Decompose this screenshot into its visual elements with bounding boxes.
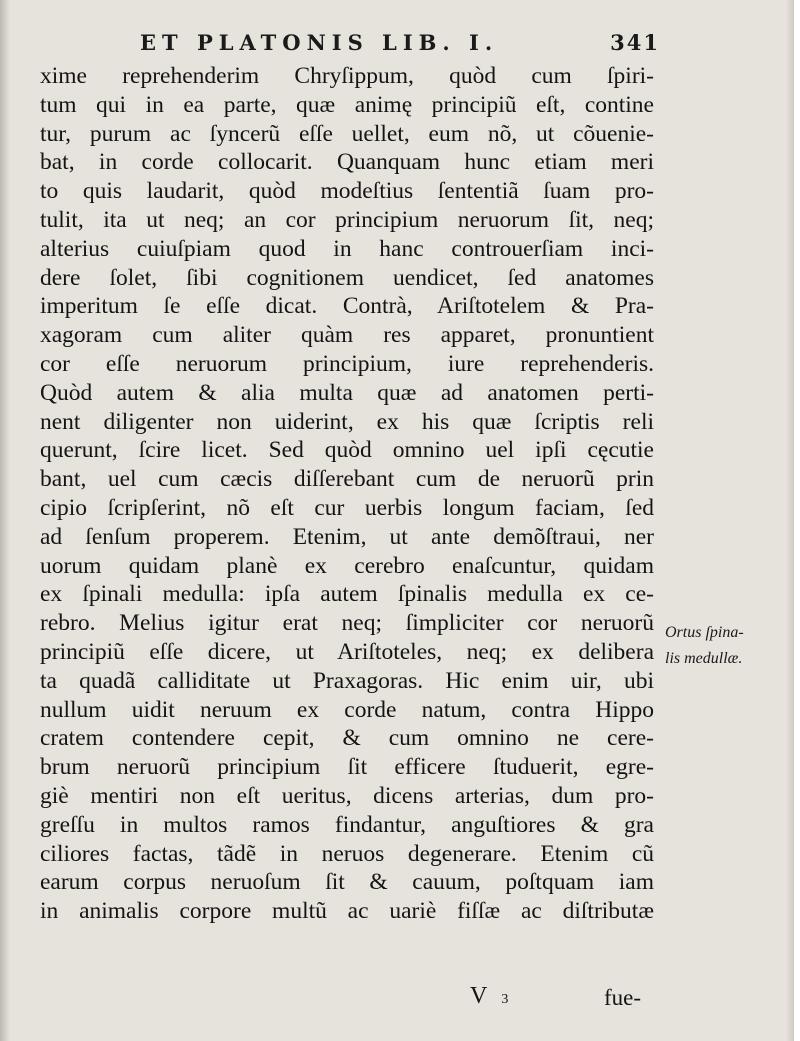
text-line: ex ſpinali medulla: ipſa autem ſpinalis medulla ex ce- (40, 581, 654, 608)
marginal-note (665, 620, 790, 672)
page-edge-shadow (786, 0, 794, 1041)
text-line: brum neruorũ principium ſit efficere ſtuduerit, egre- (40, 754, 654, 781)
text-line: to quis laudarit, quòd modeſtius ſententiã ſuam pro- (40, 178, 654, 205)
text-line: ciliores factas, tãdẽ in neruos degenerare. Etenim cũ (40, 840, 654, 867)
text-line: alterius cuiuſpiam quod in hanc controuerſiam inci- (40, 235, 654, 262)
text-line: earum corpus neruoſum ſit & cauum, poſtquam iam (40, 869, 654, 896)
text-line: greſſu in multos ramos findantur, anguſtiores & gra (40, 811, 654, 838)
text-line: tur, purum ac ſyncerũ eſſe uellet, eum nõ, ut cõuenie- (40, 120, 654, 147)
marginal-note-line: lis medullæ. (665, 650, 743, 667)
text-line: cratem contendere cepit, & cum omnino ne cere- (40, 725, 654, 752)
text-line: giè mentiri non eſt ueritus, dicens arterias, dum pro- (40, 782, 654, 809)
catchword: fue- (604, 985, 642, 1010)
text-line: tum qui in ea parte, quæ animę principiũ eſt, contine (40, 91, 654, 118)
text-line: principiũ eſſe dicere, ut Ariſtoteles, neq; ex delibera (40, 638, 654, 665)
marginal-note-line: Ortus ſpina- (665, 624, 744, 641)
text-line: imperitum ſe eſſe dicat. Contrà, Ariſtotelem & Pra- (40, 293, 654, 320)
text-line: Quòd autem & alia multa quæ ad anatomen perti- (40, 379, 654, 406)
page-number: 341 (610, 30, 660, 55)
gutter-shadow (0, 0, 10, 1041)
signature-letter: V (470, 983, 488, 1009)
signature-mark (470, 983, 508, 1010)
text-line: nullum uidit neruum ex corde natum, contra Hippo (40, 696, 654, 723)
text-line: ta quadã calliditate ut Praxagoras. Hic enim uir, ubi (40, 667, 654, 694)
text-line: in animalis corpore multũ ac uariè fiſſæ ac diſtributæ (40, 898, 654, 925)
running-head-title: ET PLATONIS LIB. I. (140, 30, 499, 55)
text-line: ad ſenſum properem. Etenim, ut ante demõſtraui, ner (40, 523, 654, 550)
running-head (70, 30, 660, 60)
text-line: bat, in corde collocarit. Quanquam hunc etiam meri (40, 149, 654, 176)
signature-number: 3 (501, 992, 509, 1007)
text-line: rebro. Melius igitur erat neq; ſimpliciter cor neruorũ (40, 610, 654, 637)
text-line: dere ſolet, ſibi cognitionem uendicet, ſed anatomes (40, 264, 654, 291)
text-line: xagoram cum aliter quàm res apparet, pronuntient (40, 322, 654, 349)
text-line: xime reprehenderim Chryſippum, quòd cum ſpiri- (40, 63, 654, 89)
text-line: nent diligenter non uiderint, ex his quæ ſcriptis reli (40, 408, 654, 435)
text-line: uorum quidam planè ex cerebro enaſcuntur, quidam (40, 552, 654, 579)
text-line: querunt, ſcire licet. Sed quòd omnino uel ipſi cęcutie (40, 437, 654, 464)
text-line: cor eſſe neruorum principium, iure reprehenderis. (40, 350, 654, 377)
text-line: tulit, ita ut neq; an cor principium neruorum ſit, neq; (40, 206, 654, 233)
body-text (40, 62, 660, 926)
text-line: bant, uel cum cæcis diſſerebant cum de neruorũ prin (40, 466, 654, 493)
text-line: cipio ſcripſerint, nõ eſt cur uerbis longum faciam, ſed (40, 494, 654, 521)
